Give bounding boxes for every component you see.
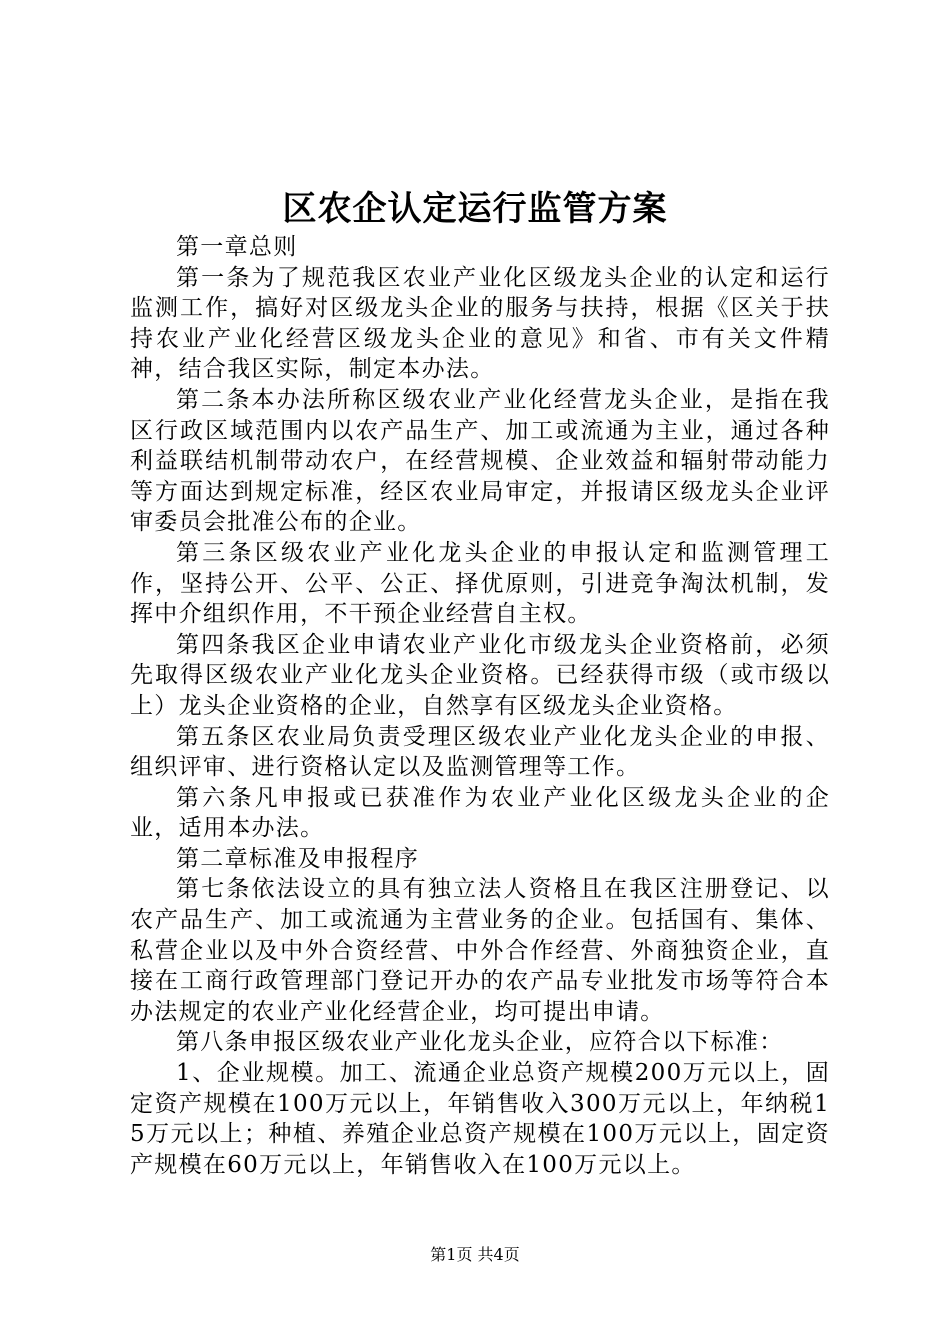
chapter-heading: 第一章总则 xyxy=(176,234,298,260)
paragraph: 1、企业规模。加工、流通企业总资产规模200万元以上，固定资产规模在100万元以上，年销售收入300万元以上，年纳税15万元以上；种植、养殖企业总资产规模在100万元以上，固定资产规模在60万元以上，年销售收入在100万元以上。 xyxy=(130,1060,830,1178)
paragraph: 第八条申报区级农业产业化龙头企业，应符合以下标准： xyxy=(176,1029,784,1056)
paragraph: 第三条区级农业产业化龙头企业的申报认定和监测管理工作，坚持公开、公平、公正、择优原则，引进竞争淘汰机制，发挥中介组织作用，不干预企业经营自主权。 xyxy=(130,539,830,628)
paragraph: 第六条凡申报或已获准作为农业产业化区级龙头企业的企业，适用本办法。 xyxy=(130,784,830,842)
chapter-heading: 第二章标准及申报程序 xyxy=(176,845,419,872)
page-footer: 第1页 共4页 xyxy=(430,1245,520,1264)
paragraph: 第四条我区企业申请农业产业化市级龙头企业资格前，必须先取得区级农业产业化龙头企业资格。已经获得市级（或市级以上）龙头企业资格的企业，自然享有区级龙头企业资格。 xyxy=(130,631,830,719)
paragraph: 第七条依法设立的具有独立法人资格且在我区注册登记、以农产品生产、加工或流通为主营业务的企业。包括国有、集体、私营企业以及中外合资经营、中外合作经营、外商独资企业，直接在工商行政管理部门登记开办的农产品专业批发市场等符合本办法规定的农业产业化经营企业，均可提出申请。 xyxy=(130,876,830,1025)
paragraph: 第二条本办法所称区级农业产业化经营龙头企业，是指在我区行政区域范围内以农产品生产、加工或流通为主业，通过各种利益联结机制带动农户，在经营规模、企业效益和辐射带动能力等方面达到规定标准，经区农业局审定，并报请区级龙头企业评审委员会批准公布的企业。 xyxy=(130,386,830,536)
paragraph: 第五条区农业局负责受理区级农业产业化龙头企业的申报、组织评审、进行资格认定以及监测管理等工作。 xyxy=(130,723,830,781)
document-body xyxy=(130,232,830,1180)
paragraph: 第一条为了规范我区农业产业化区级龙头企业的认定和运行监测工作，搞好对区级龙头企业的服务与扶持，根据《区关于扶持农业产业化经营区级龙头企业的意见》和省、市有关文件精神，结合我区实际，制定本办法。 xyxy=(130,264,830,383)
document-title: 区农企认定运行监管方案 xyxy=(282,189,668,229)
